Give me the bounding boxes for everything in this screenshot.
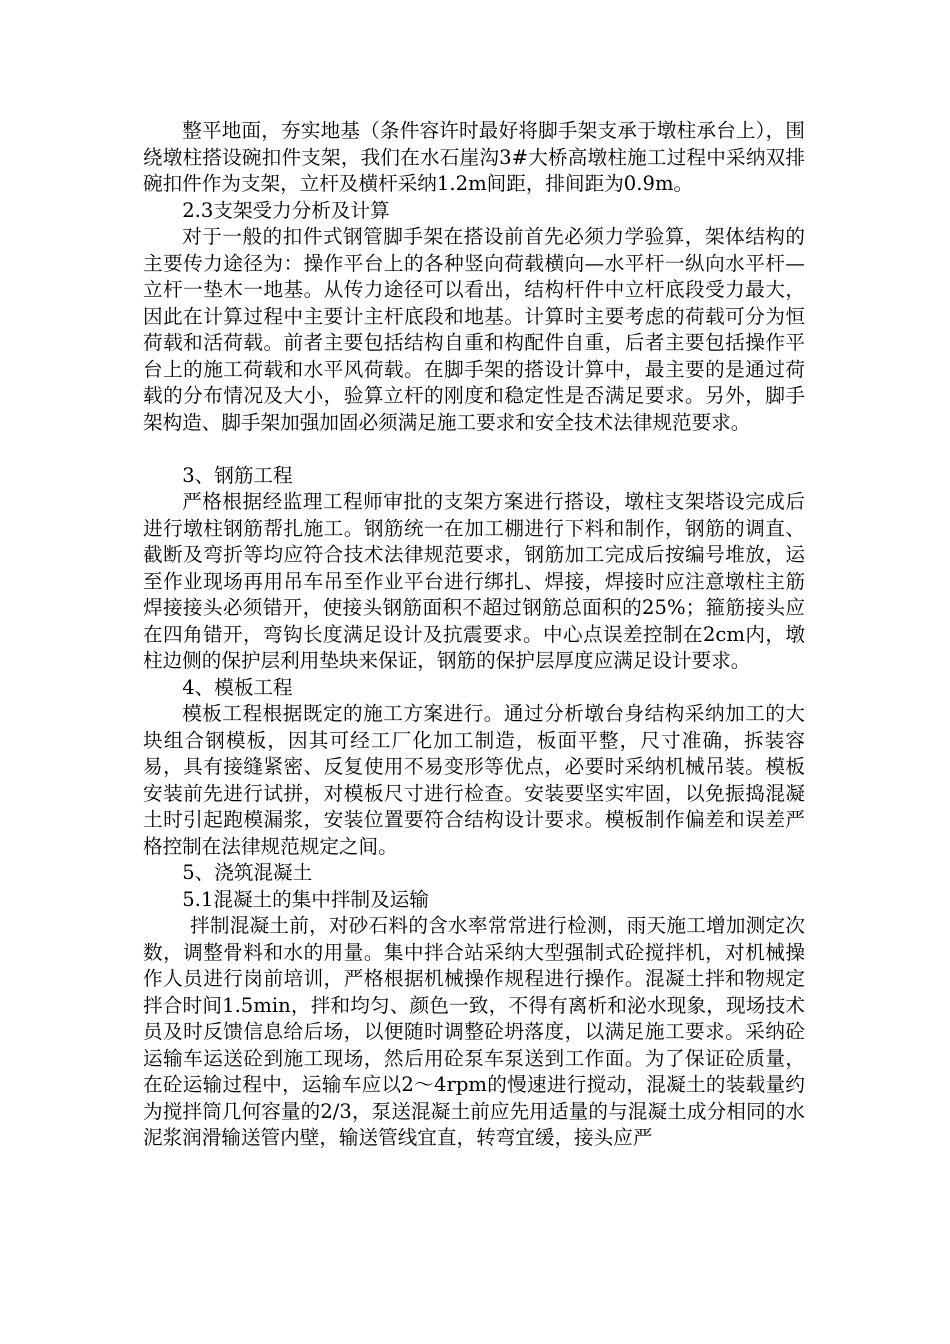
paragraph-load-analysis: 对于一般的扣件式钢管脚手架在搭设前首先必须力学验算，架体结构的主要传力途径为：操作平台上的各种竖向荷载横向—水平杆一纵向水平杆—立杆一垫木一地基。从传力途径可以看出，结构杆件中立杆底段受力最大，因此在计算过程中主要计主杆底段和地基。计算时主要考虑的荷载可分为恒荷载和活荷载。前者主要包括结构自重和构配件自重，后者主要包括操作平台上的施工荷载和水平风荷载。在脚手架的搭设计算中，最主要的是通过荷载的分布情况及大小，验算立杆的刚度和稳定性是否满足要求。另外，脚手架构造、脚手架加强加固必须满足施工要求和安全技术法律规范要求。 <box>143 225 805 434</box>
heading-5-1-concrete-mixing: 5.1混凝土的集中拌制及运输 <box>182 887 429 911</box>
paragraph-concrete-mixing: 拌制混凝土前，对砂石料的含水率常常进行检测，雨天施工增加测定次数，调整骨料和水的用量。集中拌合站采纳大型强制式砼搅拌机，对机械操作人员进行岗前培训，严格根据机械操作规程进行操作。混凝土拌和物规定拌合时间1.5min，拌和均匀、颜色一致，不得有离析和泌水现象，现场技术员及时反馈信息给后场，以便随时调整砼坍落度，以满足施工要求。采纳砼运输车运送砼到施工现场，然后用砼泵车泵送到工作面。为了保证砼质量，在砼运输过程中，运输车应以2～4rpm的慢速进行搅动，混凝土的装载量约为搅拌筒几何容量的2/3，泵送混凝土前应先用适量的与混凝土成分相同的水泥浆润滑输送管内壁，输送管线宜直，转弯宜缓，接头应严 <box>143 914 805 1149</box>
heading-2-3-support-analysis: 2.3支架受力分析及计算 <box>182 198 390 222</box>
heading-4-formwork: 4、模板工程 <box>182 675 293 699</box>
blank-line <box>143 436 805 463</box>
document-page <box>143 118 805 1152</box>
heading-5-pouring-concrete: 5、浇筑混凝土 <box>182 861 313 884</box>
heading-3-rebar-works: 3、钢筋工程 <box>182 463 293 487</box>
paragraph-rebar-works: 严格根据经监理工程师审批的支架方案进行搭设，墩柱支架塔设完成后进行墩柱钢筋帮扎施工。钢筋统一在加工棚进行下料和制作，钢筋的调直、截断及弯折等均应符合技术法律规范要求，钢筋加工完成后按编号堆放，运至作业现场再用吊车吊至作业平台进行绑扎、焊接，焊接时应注意墩柱主筋焊接接头必须错开，使接头钢筋面积不超过钢筋总面积的25%；箍筋接头应在四角错开，弯钩长度满足设计及抗震要求。中心点误差控制在2cm内，墩柱边侧的保护层利用垫块来保证，钢筋的保护层厚度应满足设计要求。 <box>143 490 805 672</box>
paragraph-formwork: 模板工程根据既定的施工方案进行。通过分析墩台身结构采纳加工的大块组合钢模板，因其可经工厂化加工制造，板面平整，尺寸准确，拆装容易，具有接缝紧密、反复使用不易变形等优点，必要时采纳机械吊装。模板安装前先进行试拼，对模板尺寸进行检查。安装要坚实牢固，以免振捣混凝土时引起跑模漏浆，安装位置要符合结构设计要求。模板制作偏差和误差严格控制在法律规范规定之间。 <box>143 702 805 858</box>
paragraph-scaffold-foundation: 整平地面，夯实地基（条件容许时最好将脚手架支承于墩柱承台上），围绕墩柱搭设碗扣件支架，我们在水石崖沟3#大桥高墩柱施工过程中采纳双排碗扣件作为支架，立杆及横杆采纳1.2m间距，排间距为0.9m。 <box>143 119 805 195</box>
